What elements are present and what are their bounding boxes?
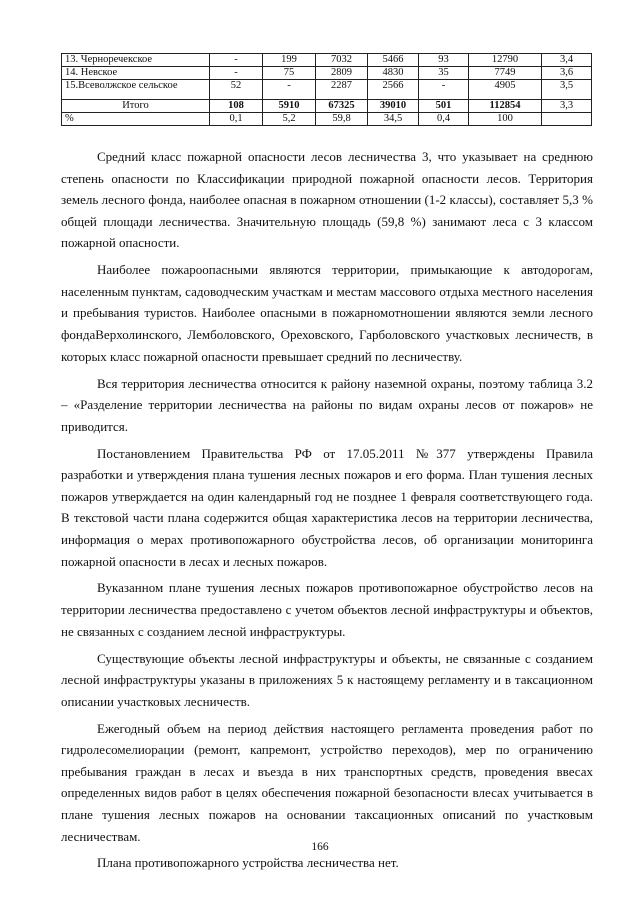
table-cell: - xyxy=(210,67,263,80)
table-cell: 35 xyxy=(419,67,469,80)
table-cell: 39010 xyxy=(368,100,419,113)
table-cell: 13. Черноречекское xyxy=(62,54,210,67)
table-cell xyxy=(542,113,592,126)
paragraph: Существующие объекты лесной инфраструктуры и объекты, не связанные с созданием лесной инфраструктуры указаны в приложениях 5 к настоящему регламенту и в таксационном описании участковых лесничеств. xyxy=(61,650,593,709)
table-cell: 3,6 xyxy=(542,67,592,80)
table-cell: - xyxy=(419,80,469,100)
paragraph: Средний класс пожарной опасности лесов лесничества 3, что указывает на среднюю степень опасности по Классификации природной пожарной опасности лесов. Территория земель лесного фонда, наиболее опасная в пожарном отношении (1-2 классы), составляет 5,3 % общей площади лесничества. Значительную площадь (59,8 %) занимают леса с 3 классом пожарной опасности. xyxy=(61,149,593,251)
table-cell: 108 xyxy=(210,100,263,113)
table-cell: 15.Всеволжское сельское xyxy=(62,80,210,100)
page-number: 166 xyxy=(311,841,329,853)
table-row xyxy=(62,67,592,80)
table-cell: 0,4 xyxy=(419,113,469,126)
body-text xyxy=(61,146,593,879)
paragraph: Вуказанном плане тушения лесных пожаров противопожарное обустройство лесов на территории лесничества предоставлено с учетом объектов лесной инфраструктуры и объектов, не связанных с созданием лесной инфраструктуры. xyxy=(61,580,593,639)
table-cell: 199 xyxy=(263,54,316,67)
table-cell: 5,2 xyxy=(263,113,316,126)
table-percent-row xyxy=(62,113,592,126)
table-cell: 3,3 xyxy=(542,100,592,113)
table-cell: 5466 xyxy=(368,54,419,67)
paragraph: Вся территория лесничества относится к району наземной охраны, поэтому таблица 3.2 – «Разделение территории лесничества на районы по видам охраны лесов от пожаров» не приводится. xyxy=(61,375,593,434)
paragraph: Плана противопожарного устройства лесничества нет. xyxy=(97,855,399,871)
paragraph: Постановлением Правительства РФ от 17.05.2011 №377 утверждены Правила разработки и утверждения плана тушения лесных пожаров и его форма. План тушения лесных пожаров утверждается на один календарный год не позднее 1 февраля соответствующего года. В текстовой части плана содержится общая характеристика лесов на территории лесничества, информация о мерах противопожарного обустройства лесов, об организации мониторинга пожарной опасности в лесах и лесных пожаров. xyxy=(61,445,593,569)
table-cell: 4830 xyxy=(368,67,419,80)
table-cell: 7032 xyxy=(316,54,368,67)
table-cell: 75 xyxy=(263,67,316,80)
paragraph: Ежегодный объем на период действия настоящего регламента проведения работ по гидролесомелиорации (ремонт, капремонт, устройство переходов), мер по ограничению пребывания граждан в лесах и въезда в них транспортных средств, проведения ввесах определенных видов работ в целях обеспечения пожарной безопасности влесах учитывается в плане тушения лесных пожаров на основании таксационных описаний по участковым лесничествам. xyxy=(61,720,593,844)
table-cell: 100 xyxy=(469,113,542,126)
table-cell: - xyxy=(263,80,316,100)
table-row xyxy=(62,54,592,67)
table-cell: Итого xyxy=(62,100,210,113)
table-cell: 34,5 xyxy=(368,113,419,126)
table-total-row xyxy=(62,100,592,113)
table-cell: 0,1 xyxy=(210,113,263,126)
table-cell: 3,4 xyxy=(542,54,592,67)
table-cell: 52 xyxy=(210,80,263,100)
table-cell: 5910 xyxy=(263,100,316,113)
table-cell: 59,8 xyxy=(316,113,368,126)
table-cell: 93 xyxy=(419,54,469,67)
table-cell: % xyxy=(62,113,210,126)
table-cell: 3,5 xyxy=(542,80,592,100)
table-cell: 7749 xyxy=(469,67,542,80)
table-row xyxy=(62,80,592,100)
table-cell: 2566 xyxy=(368,80,419,100)
table-cell: 4905 xyxy=(469,80,542,100)
table-cell: 501 xyxy=(419,100,469,113)
table-cell: 67325 xyxy=(316,100,368,113)
table-cell: - xyxy=(210,54,263,67)
table-cell: 14. Невское xyxy=(62,67,210,80)
fire-danger-table xyxy=(61,53,592,126)
table-cell: 12790 xyxy=(469,54,542,67)
table-cell: 2809 xyxy=(316,67,368,80)
table-cell: 2287 xyxy=(316,80,368,100)
paragraph: Наиболее пожароопасными являются территории, примыкающие к автодорогам, населенным пунктам, садоводческим участкам и местам массового отдыха местного населения и пребывания туристов. Наиболее опасными в пожарномотношении являются земли лесного фондаВерхолинского, Лемболовского, Ореховского, Гарболовского участковых лесничеств, в которых класс пожарной опасности превышает средний по лесничеству. xyxy=(61,262,593,364)
table-cell: 112854 xyxy=(469,100,542,113)
